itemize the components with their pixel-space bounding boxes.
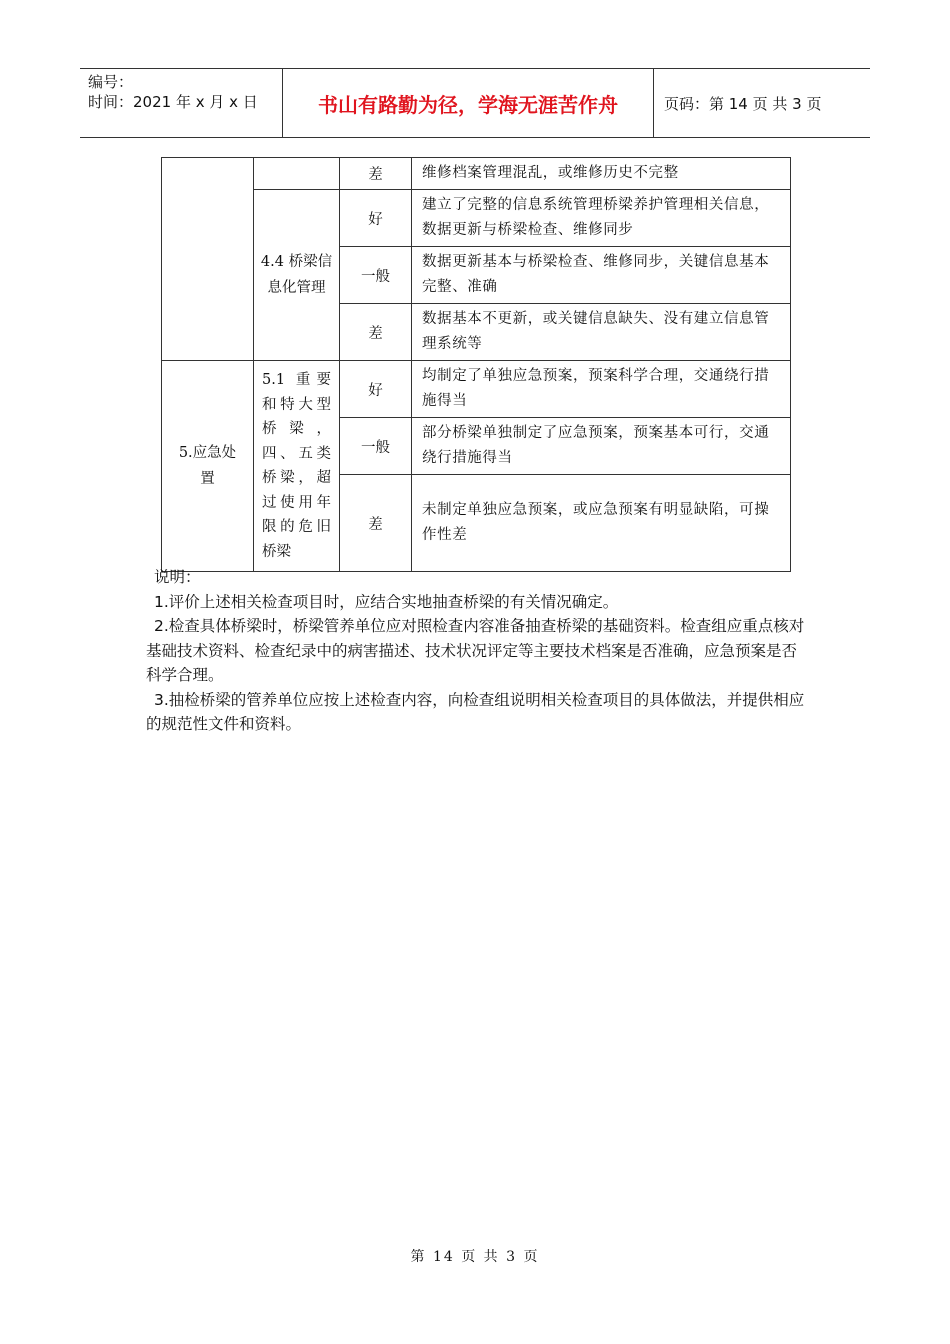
description-cell: 部分桥梁单独制定了应急预案，预案基本可行，交通绕行措施得当 bbox=[412, 418, 791, 475]
item-4-4-label: 4.4 桥梁信息化管理 bbox=[260, 254, 333, 296]
item-cell-empty bbox=[254, 158, 340, 190]
category-5-cell bbox=[162, 361, 254, 572]
page-footer: 第 14 页 共 3 页 bbox=[410, 1249, 540, 1265]
number-label: 编号： bbox=[88, 73, 134, 91]
grade-cell: 一般 bbox=[340, 418, 412, 475]
description-cell: 数据基本不更新，或关键信息缺失、没有建立信息管理系统等 bbox=[412, 304, 791, 361]
description-cell: 维修档案管理混乱，或维修历史不完整 bbox=[412, 158, 791, 190]
grade-cell: 好 bbox=[340, 190, 412, 247]
note-3-text: 3.抽检桥梁的管养单位应按上述检查内容，向检查组说明相关检查项目的具体做法，并提供相应的规范性文件和资料。 bbox=[146, 690, 805, 733]
grade-cell: 一般 bbox=[340, 247, 412, 304]
notes-section bbox=[146, 565, 810, 737]
grade-cell: 差 bbox=[340, 304, 412, 361]
grade-cell: 好 bbox=[340, 361, 412, 418]
item-5-1-cell: 5.1 重要和特大型桥梁，四、五类桥梁，超过使用年限的危旧桥梁 bbox=[254, 361, 340, 572]
note-1: 1.评价上述相关检查项目时，应结合实地抽查桥梁的有关情况确定。 bbox=[154, 592, 619, 611]
description-cell: 建立了完整的信息系统管理桥梁养护管理相关信息，数据更新与桥梁检查、维修同步 bbox=[412, 190, 791, 247]
category-5-label: 5.应急处置 bbox=[178, 445, 237, 487]
note-3 bbox=[146, 688, 810, 737]
page-header bbox=[80, 68, 870, 138]
item-4-4-cell bbox=[254, 190, 340, 361]
description-cell: 未制定单独应急预案，或应急预案有明显缺陷，可操作性差 bbox=[412, 475, 791, 572]
header-meta bbox=[80, 69, 283, 137]
header-page-code: 页码：第 14 页 共 3 页 bbox=[664, 94, 822, 113]
note-2 bbox=[146, 614, 810, 688]
time-label: 时间：2021 年 x 月 x 日 bbox=[88, 93, 258, 111]
description-cell: 数据更新基本与桥梁检查、维修同步，关键信息基本完整、准确 bbox=[412, 247, 791, 304]
description-cell: 均制定了单独应急预案，预案科学合理，交通绕行措施得当 bbox=[412, 361, 791, 418]
evaluation-table bbox=[161, 157, 791, 572]
grade-cell: 差 bbox=[340, 158, 412, 190]
note-2-text: 2.检查具体桥梁时，桥梁管养单位应对照检查内容准备抽查桥梁的基础资料。检查组应重点核对基础技术资料、检查纪录中的病害描述、技术状况评定等主要技术档案是否准确，应急预案是否科学合理。 bbox=[146, 617, 805, 684]
category-cell-empty bbox=[162, 158, 254, 361]
notes-title: 说明： bbox=[154, 568, 201, 586]
table-row bbox=[162, 158, 791, 190]
table-row bbox=[162, 190, 791, 247]
header-motto: 书山有路勤为径，学海无涯苦作舟 bbox=[283, 69, 654, 137]
table-row bbox=[162, 361, 791, 418]
grade-cell: 差 bbox=[340, 475, 412, 572]
